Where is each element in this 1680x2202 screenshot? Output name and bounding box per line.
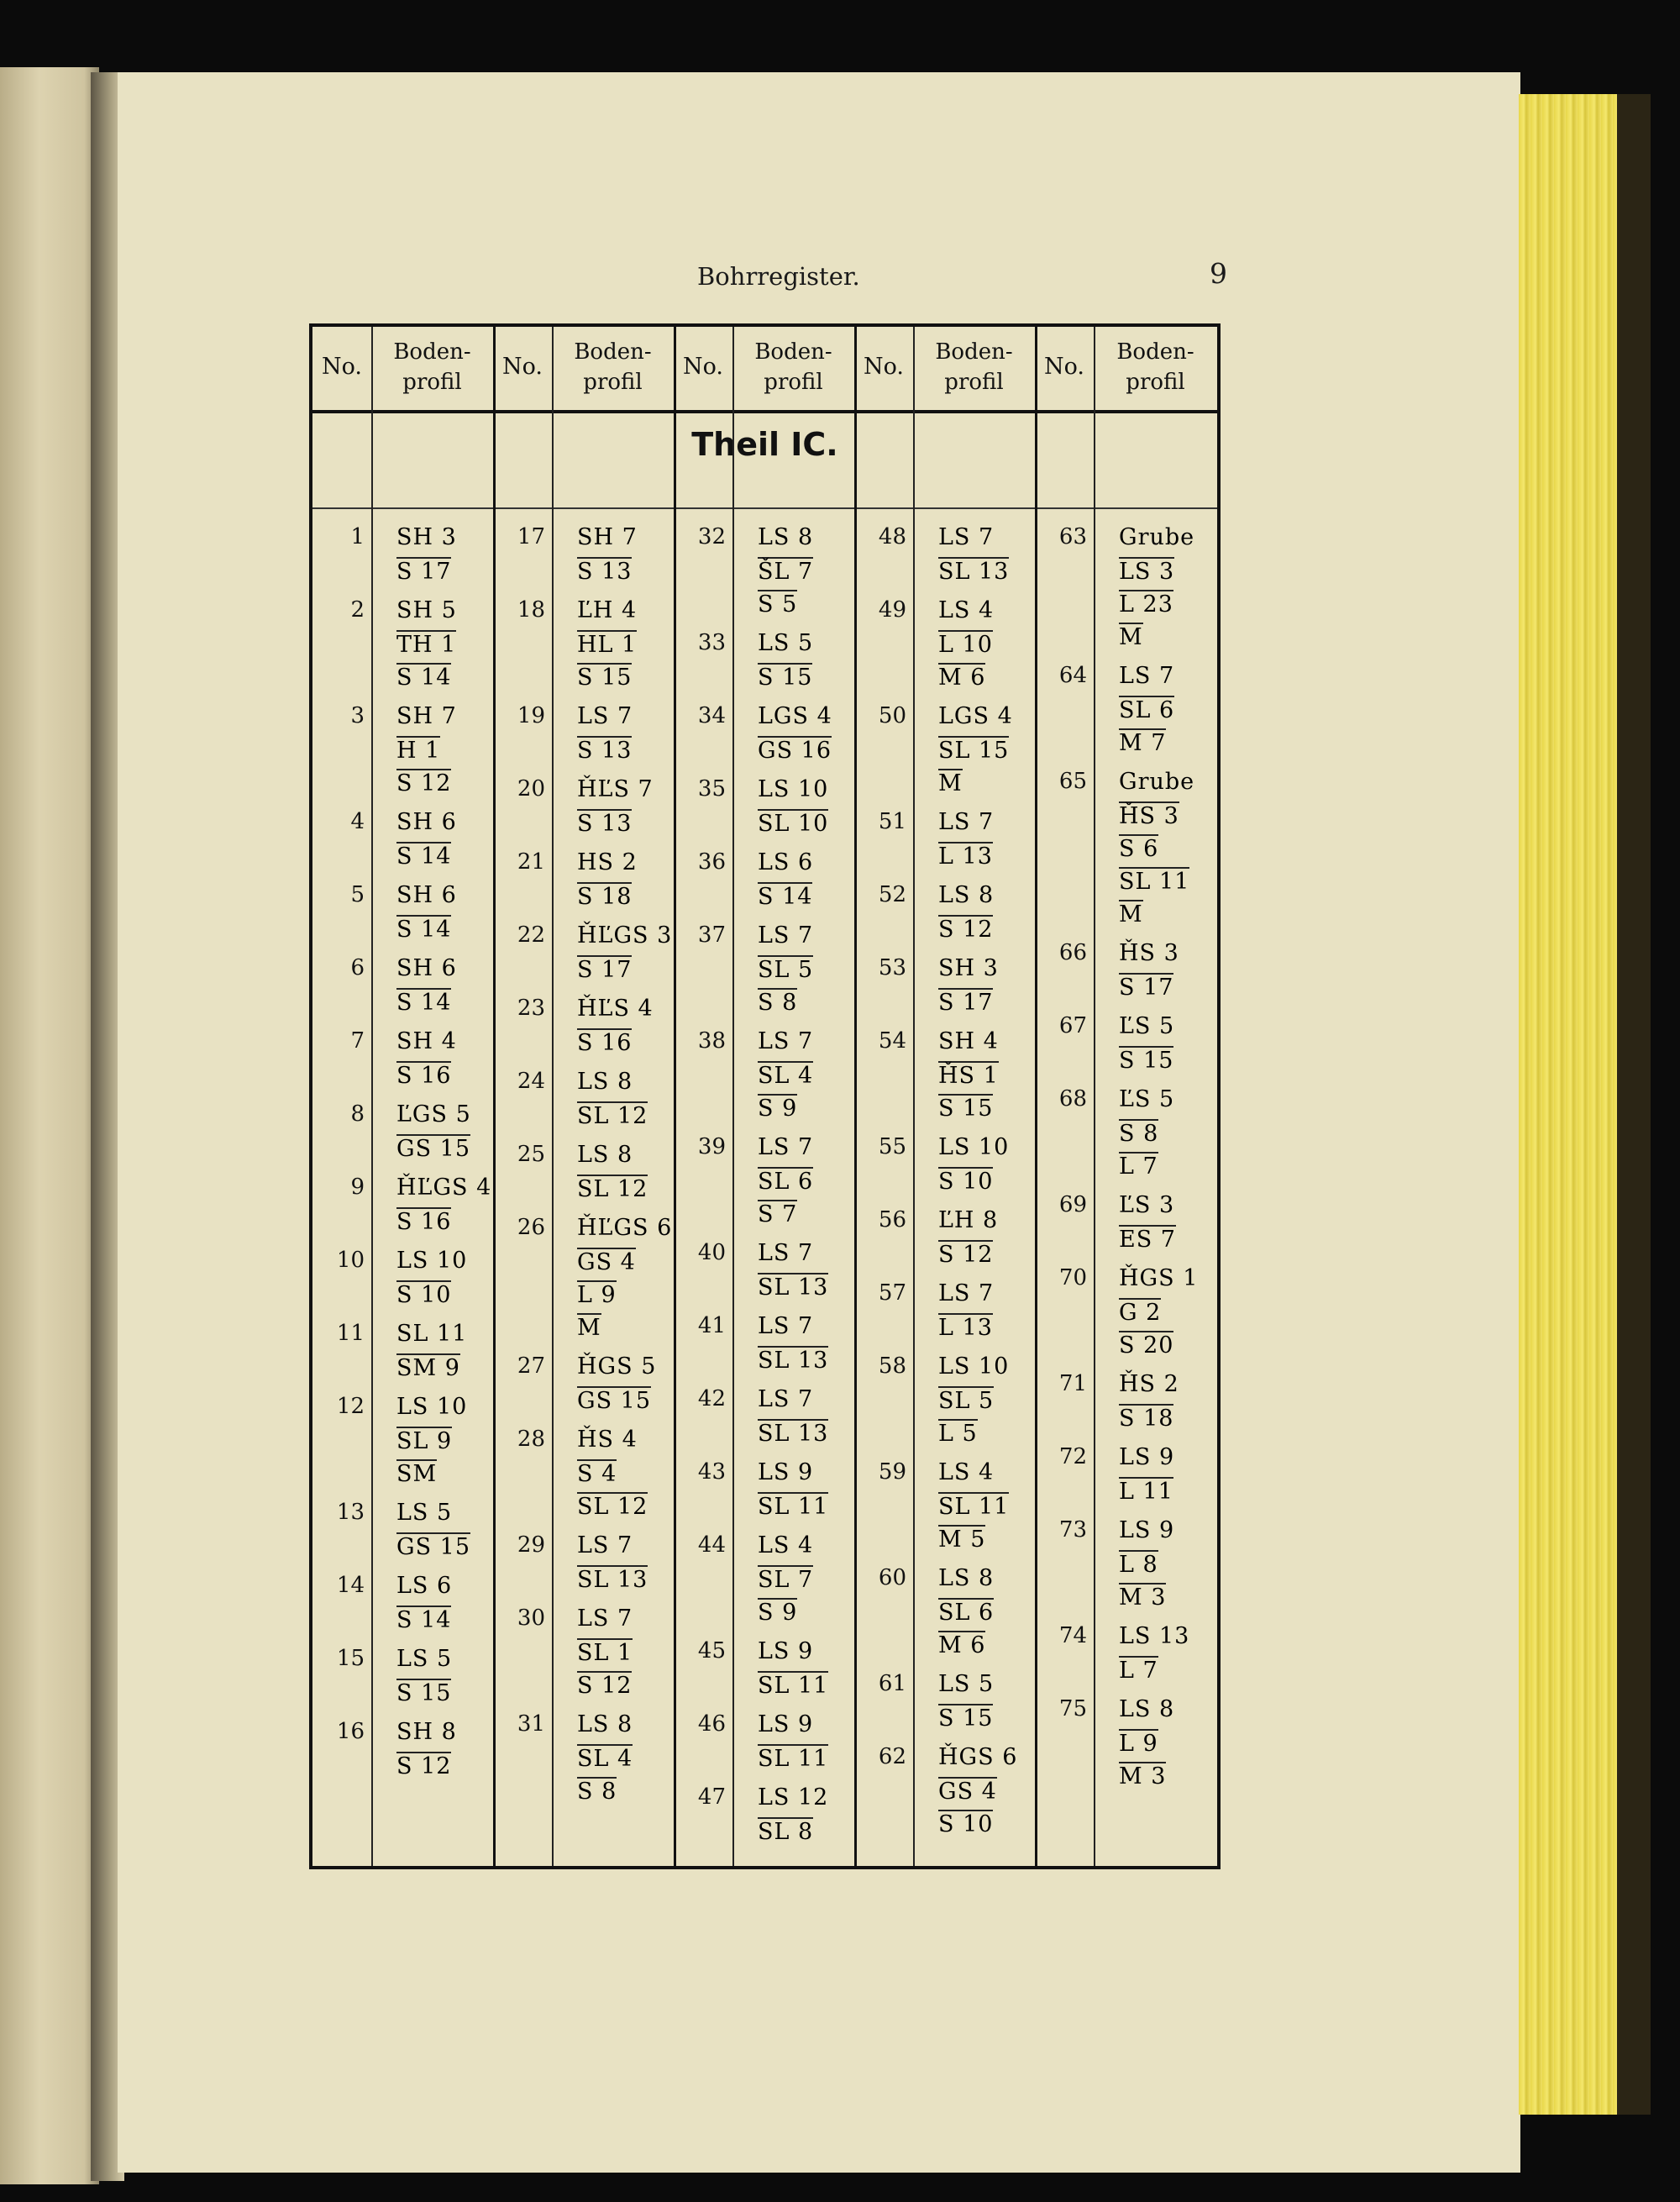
profile-layer: LS 3 [1119, 559, 1175, 585]
profile-layer: LS 9 [1119, 1444, 1175, 1470]
profile-layer: SH 4 [938, 1028, 999, 1054]
profile-layer: L 23 [1119, 591, 1173, 618]
profile-layer: ȞGS 1 [1119, 1265, 1199, 1291]
profile-layer: SH 6 [396, 809, 457, 835]
profile-layer: S 18 [577, 884, 633, 910]
entry-number: 74 [1058, 1623, 1087, 1648]
profile-layer: L 5 [938, 1421, 978, 1447]
profile-layer: L 13 [938, 843, 993, 870]
header-bodenprofil: Boden- profil [393, 339, 471, 395]
profile-layer: SL 9 [396, 1428, 453, 1454]
profile-layer: LS 9 [758, 1711, 814, 1737]
entry-number: 11 [336, 1321, 365, 1346]
profile-layer: LS 8 [577, 1711, 633, 1737]
profile-layer: HS 2 [577, 849, 638, 875]
profile-layer: LS 8 [938, 882, 995, 908]
profile-layer: ȞĽGS 6 [577, 1215, 673, 1241]
profile-layer: LS 9 [758, 1638, 814, 1664]
profile-layer: S 10 [938, 1169, 994, 1195]
profile-layer: GS 15 [577, 1388, 652, 1414]
profile-layer: LS 4 [938, 1459, 995, 1485]
profile-layer: SL 13 [758, 1421, 829, 1447]
profile-layer: LS 10 [396, 1248, 468, 1274]
profile-layer: ĽH 8 [938, 1207, 999, 1233]
profile-layer: S 8 [758, 990, 798, 1016]
profile-layer: LS 4 [938, 597, 995, 623]
running-head: Bohrregister. [697, 262, 860, 291]
entry-number: 7 [350, 1028, 365, 1054]
profile-layer: LS 13 [1119, 1623, 1190, 1649]
profile-layer: SL 10 [758, 811, 829, 837]
profile-layer: SH 7 [577, 524, 638, 550]
entry-number: 36 [697, 849, 726, 875]
profile-layer: SL 11 [1119, 869, 1190, 895]
entry-number: 43 [697, 1459, 726, 1485]
profile-layer: S 12 [577, 1673, 633, 1699]
profile-layer: Grube [1119, 524, 1195, 550]
entry-number: 30 [517, 1606, 545, 1631]
profile-layer: ŠL 7 [758, 559, 814, 585]
entry-number: 65 [1058, 769, 1087, 794]
profile-layer: LS 7 [758, 922, 814, 949]
profile-layer: LS 7 [577, 703, 633, 729]
profile-layer: SL 11 [396, 1321, 468, 1347]
entry-number: 45 [697, 1638, 726, 1663]
profile-layer: ĽS 3 [1119, 1192, 1175, 1218]
entry-number: 58 [878, 1353, 906, 1379]
header-bodenprofil: Boden- profil [935, 339, 1013, 395]
profile-layer: TH 1 [396, 632, 457, 658]
profile-layer: L 13 [938, 1315, 993, 1341]
profile-layer: ȞS 1 [938, 1063, 999, 1089]
entry-number: 33 [697, 630, 726, 655]
entry-number: 3 [350, 703, 365, 728]
header-no: No. [683, 354, 723, 380]
column-rule [1094, 327, 1095, 1866]
profile-layer: S 12 [938, 1242, 994, 1268]
profile-layer: LS 7 [938, 1280, 995, 1306]
entry-number: 53 [878, 955, 906, 980]
entry-number: 59 [878, 1459, 906, 1485]
profile-layer: ĽGS 5 [396, 1101, 471, 1127]
entry-number: 2 [350, 597, 365, 623]
entry-number: 64 [1058, 663, 1087, 688]
left-page-edge [0, 67, 99, 2184]
profile-layer: LS 12 [758, 1784, 829, 1810]
profile-layer: S 15 [938, 1096, 994, 1122]
register-table [309, 323, 1221, 1869]
entry-number: 60 [878, 1565, 906, 1590]
entry-number: 10 [336, 1248, 365, 1273]
entry-number: 35 [697, 776, 726, 801]
entry-number: 13 [336, 1500, 365, 1525]
profile-layer: SH 4 [396, 1028, 457, 1054]
profile-layer: S 5 [758, 591, 798, 618]
profile-layer: LS 4 [758, 1532, 814, 1558]
entry-number: 9 [350, 1175, 365, 1200]
entry-number: 47 [697, 1784, 726, 1810]
profile-layer: M [938, 770, 963, 796]
profile-layer: L 7 [1119, 1658, 1158, 1684]
profile-layer: LGS 4 [938, 703, 1013, 729]
profile-layer: S 17 [396, 559, 452, 585]
section-title: Theil IC. [691, 426, 838, 463]
profile-layer: SL 5 [758, 957, 814, 983]
profile-layer: LS 9 [758, 1459, 814, 1485]
profile-layer: ȞGS 6 [938, 1744, 1018, 1770]
header-bodenprofil: Boden- profil [754, 339, 832, 395]
profile-layer: LS 8 [577, 1069, 633, 1095]
profile-layer: LS 7 [758, 1134, 814, 1160]
profile-layer: SH 8 [396, 1719, 457, 1745]
entry-number: 75 [1058, 1696, 1087, 1721]
profile-layer: LS 10 [758, 776, 829, 802]
profile-layer: M [1119, 624, 1143, 650]
profile-layer: L 9 [577, 1282, 617, 1308]
entry-number: 12 [336, 1394, 365, 1419]
entry-number: 54 [878, 1028, 906, 1054]
entry-number: 20 [517, 776, 545, 801]
profile-layer: SL 6 [758, 1169, 814, 1195]
page-edges [1519, 94, 1628, 2115]
entry-number: 23 [517, 996, 545, 1021]
entry-number: 15 [336, 1646, 365, 1671]
column-rule [371, 327, 373, 1866]
entry-number: 8 [350, 1101, 365, 1127]
entry-number: 39 [697, 1134, 726, 1159]
profile-layer: SL 4 [758, 1063, 814, 1089]
profile-layer: S 14 [396, 665, 452, 691]
profile-layer: L 10 [938, 632, 993, 658]
profile-layer: M 7 [1119, 730, 1167, 756]
entry-number: 27 [517, 1353, 545, 1379]
profile-layer: LS 10 [396, 1394, 468, 1420]
profile-layer: S 14 [396, 917, 452, 943]
entry-number: 19 [517, 703, 545, 728]
entry-number: 46 [697, 1711, 726, 1737]
profile-layer: S 12 [938, 917, 994, 943]
profile-layer: S 6 [1119, 836, 1159, 862]
entry-number: 24 [517, 1069, 545, 1094]
entry-number: 56 [878, 1207, 906, 1232]
header-rule [312, 410, 1217, 413]
entry-number: 61 [878, 1671, 906, 1696]
profile-layer: SH 6 [396, 882, 457, 908]
entry-number: 50 [878, 703, 906, 728]
profile-layer: S 12 [396, 770, 452, 796]
profile-layer: S 15 [577, 665, 633, 691]
profile-layer: M 3 [1119, 1584, 1167, 1611]
entry-number: 25 [517, 1142, 545, 1167]
profile-layer: SM 9 [396, 1355, 460, 1381]
header-bodenprofil: Boden- profil [1116, 339, 1194, 395]
profile-layer: S 17 [577, 957, 633, 983]
entry-number: 67 [1058, 1013, 1087, 1038]
entry-number: 73 [1058, 1517, 1087, 1542]
entry-number: 63 [1058, 524, 1087, 549]
profile-layer: LS 7 [1119, 663, 1175, 689]
entry-number: 18 [517, 597, 545, 623]
entry-number: 49 [878, 597, 906, 623]
entry-number: 31 [517, 1711, 545, 1737]
profile-layer: S 20 [1119, 1332, 1174, 1359]
profile-layer: H 1 [396, 738, 441, 764]
profile-layer: LS 5 [396, 1646, 453, 1672]
profile-layer: GS 15 [396, 1534, 471, 1560]
profile-layer: M 5 [938, 1527, 986, 1553]
entry-number: 34 [697, 703, 726, 728]
section-rule [312, 507, 1217, 509]
entry-number: 38 [697, 1028, 726, 1054]
header-bodenprofil: Boden- profil [574, 339, 652, 395]
profile-layer: GS 16 [758, 738, 832, 764]
profile-layer: LS 9 [1119, 1517, 1175, 1543]
profile-layer: GS 4 [577, 1249, 636, 1275]
entry-number: 21 [517, 849, 545, 875]
entry-number: 6 [350, 955, 365, 980]
profile-layer: LS 7 [758, 1240, 814, 1266]
profile-layer: SL 11 [758, 1494, 829, 1520]
profile-layer: S 16 [396, 1209, 452, 1235]
entry-number: 66 [1058, 940, 1087, 965]
profile-layer: LS 8 [938, 1565, 995, 1591]
profile-layer: SH 3 [396, 524, 457, 550]
profile-layer: ȞS 4 [577, 1427, 638, 1453]
profile-layer: LS 7 [758, 1028, 814, 1054]
profile-layer: LS 10 [938, 1134, 1010, 1160]
profile-layer: SL 7 [758, 1567, 814, 1593]
profile-layer: M 6 [938, 665, 986, 691]
profile-layer: LS 5 [938, 1671, 995, 1697]
column-rule [913, 327, 915, 1866]
entry-number: 69 [1058, 1192, 1087, 1217]
book-cover-edge [1617, 94, 1651, 2115]
profile-layer: LS 8 [1119, 1696, 1175, 1722]
entry-number: 37 [697, 922, 726, 948]
profile-layer: S 17 [938, 990, 994, 1016]
profile-layer: SH 6 [396, 955, 457, 981]
profile-layer: LS 7 [758, 1386, 814, 1412]
profile-layer: S 9 [758, 1096, 798, 1122]
profile-layer: ȞS 2 [1119, 1371, 1179, 1397]
entry-number: 62 [878, 1744, 906, 1769]
profile-layer: SL 12 [577, 1494, 648, 1520]
profile-layer: Grube [1119, 769, 1195, 795]
profile-layer: G 2 [1119, 1300, 1162, 1326]
entry-number: 40 [697, 1240, 726, 1265]
profile-layer: SH 7 [396, 703, 457, 729]
profile-layer: S 13 [577, 738, 633, 764]
entry-number: 57 [878, 1280, 906, 1306]
profile-layer: SL 11 [938, 1494, 1010, 1520]
profile-layer: SL 13 [758, 1274, 829, 1301]
profile-layer: L 9 [1119, 1731, 1158, 1757]
column-rule [854, 327, 857, 1866]
profile-layer: SL 6 [938, 1600, 995, 1626]
entry-number: 4 [350, 809, 365, 834]
column-rule [552, 327, 554, 1866]
profile-layer: ȞĽS 7 [577, 776, 654, 802]
profile-layer: ȞĽS 4 [577, 996, 654, 1022]
profile-layer: SL 1 [577, 1640, 633, 1666]
profile-layer: S 15 [396, 1680, 452, 1706]
profile-layer: SH 3 [938, 955, 999, 981]
profile-layer: LS 5 [396, 1500, 453, 1526]
entry-number: 22 [517, 922, 545, 948]
profile-layer: SL 15 [938, 738, 1010, 764]
entry-number: 70 [1058, 1265, 1087, 1290]
profile-layer: LS 6 [396, 1573, 453, 1599]
header-no: No. [502, 354, 543, 380]
entry-number: 72 [1058, 1444, 1087, 1469]
profile-layer: ĽS 5 [1119, 1013, 1175, 1039]
entry-number: 48 [878, 524, 906, 549]
entry-number: 52 [878, 882, 906, 907]
profile-layer: SL 11 [758, 1746, 829, 1772]
column-rule [674, 327, 676, 1866]
profile-layer: LS 7 [577, 1532, 633, 1558]
entry-number: 41 [697, 1313, 726, 1338]
column-rule [732, 327, 734, 1866]
profile-layer: M [577, 1315, 601, 1341]
entry-number: 16 [336, 1719, 365, 1744]
profile-layer: HL 1 [577, 632, 638, 658]
profile-layer: S 15 [938, 1705, 994, 1732]
profile-layer: SL 12 [577, 1103, 648, 1129]
profile-layer: LS 7 [758, 1313, 814, 1339]
profile-layer: S 17 [1119, 975, 1174, 1001]
profile-layer: ȞĽGS 4 [396, 1175, 492, 1201]
profile-layer: S 7 [758, 1201, 798, 1227]
profile-layer: LS 5 [758, 630, 814, 656]
profile-layer: S 10 [938, 1811, 994, 1837]
profile-layer: SL 13 [577, 1567, 648, 1593]
profile-layer: LGS 4 [758, 703, 832, 729]
profile-layer: S 9 [758, 1600, 798, 1626]
column-rule [493, 327, 496, 1866]
profile-layer: ȞĽGS 3 [577, 922, 673, 949]
entry-number: 5 [350, 882, 365, 907]
profile-layer: L 7 [1119, 1154, 1158, 1180]
profile-layer: ȞGS 5 [577, 1353, 657, 1380]
profile-layer: SH 5 [396, 597, 457, 623]
profile-layer: ȞS 3 [1119, 940, 1179, 966]
entry-number: 17 [517, 524, 545, 549]
profile-layer: S 14 [396, 843, 452, 870]
profile-layer: LS 7 [938, 809, 995, 835]
profile-layer: SL 13 [758, 1348, 829, 1374]
profile-layer: LS 10 [938, 1353, 1010, 1380]
entry-number: 68 [1058, 1086, 1087, 1112]
profile-layer: SL 5 [938, 1388, 995, 1414]
profile-layer: ĽH 4 [577, 597, 638, 623]
profile-layer: SL 8 [758, 1819, 814, 1845]
profile-layer: S 15 [758, 665, 813, 691]
profile-layer: LS 8 [577, 1142, 633, 1168]
entry-number: 14 [336, 1573, 365, 1598]
profile-layer: LS 8 [758, 524, 814, 550]
header-no: No. [864, 354, 904, 380]
entry-number: 42 [697, 1386, 726, 1411]
profile-layer: S 14 [758, 884, 813, 910]
entry-number: 55 [878, 1134, 906, 1159]
page-number: 9 [1210, 257, 1227, 290]
header-no: No. [322, 354, 362, 380]
profile-layer: SL 11 [758, 1673, 829, 1699]
profile-layer: S 12 [396, 1753, 452, 1779]
profile-layer: S 8 [1119, 1121, 1159, 1147]
entry-number: 29 [517, 1532, 545, 1558]
entry-number: 51 [878, 809, 906, 834]
profile-layer: ES 7 [1119, 1227, 1176, 1253]
profile-layer: M 3 [1119, 1763, 1167, 1789]
profile-layer: S 15 [1119, 1048, 1174, 1074]
profile-layer: S 16 [396, 1063, 452, 1089]
profile-layer: LS 7 [938, 524, 995, 550]
profile-layer: SL 12 [577, 1176, 648, 1202]
profile-layer: LS 6 [758, 849, 814, 875]
entry-number: 44 [697, 1532, 726, 1558]
entry-number: 28 [517, 1427, 545, 1452]
profile-layer: SL 13 [938, 559, 1010, 585]
profile-layer: SM [396, 1461, 438, 1487]
profile-layer: M [1119, 901, 1143, 928]
profile-layer: L 11 [1119, 1479, 1173, 1505]
profile-layer: S 16 [577, 1030, 633, 1056]
entry-number: 71 [1058, 1371, 1087, 1396]
profile-layer: S 13 [577, 811, 633, 837]
profile-layer: L 8 [1119, 1552, 1158, 1578]
profile-layer: S 10 [396, 1282, 452, 1308]
header-no: No. [1044, 354, 1084, 380]
entry-number: 26 [517, 1215, 545, 1240]
profile-layer: M 6 [938, 1632, 986, 1658]
profile-layer: S 4 [577, 1461, 617, 1487]
entry-number: 32 [697, 524, 726, 549]
profile-layer: S 14 [396, 1607, 452, 1633]
profile-layer: S 13 [577, 559, 633, 585]
profile-layer: LS 7 [577, 1606, 633, 1632]
profile-layer: GS 4 [938, 1779, 997, 1805]
profile-layer: ȞS 3 [1119, 803, 1179, 829]
profile-layer: S 18 [1119, 1406, 1174, 1432]
profile-layer: GS 15 [396, 1136, 471, 1162]
profile-layer: S 8 [577, 1779, 617, 1805]
profile-layer: ĽS 5 [1119, 1086, 1175, 1112]
profile-layer: SL 6 [1119, 697, 1175, 723]
entry-number: 1 [350, 524, 365, 549]
profile-layer: S 14 [396, 990, 452, 1016]
profile-layer: SL 4 [577, 1746, 633, 1772]
